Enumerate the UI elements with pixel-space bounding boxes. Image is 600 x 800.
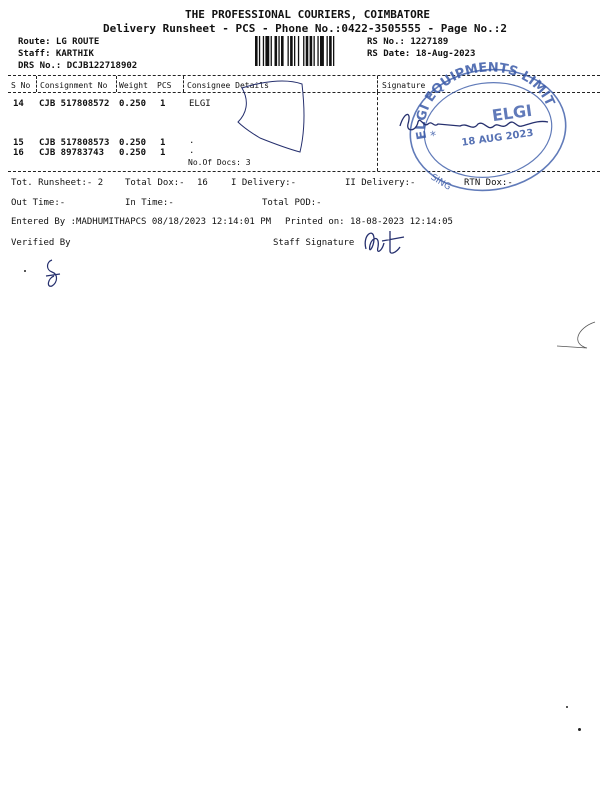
rs-number: RS No.: 1227189 xyxy=(367,37,449,47)
row-details: . xyxy=(189,146,195,156)
header-consignment: Consignment No xyxy=(40,81,108,90)
stamp-side-text: SING xyxy=(428,172,453,193)
header-sno: S No xyxy=(11,81,31,90)
barcode-bar xyxy=(327,36,328,66)
barcode-bar xyxy=(303,36,304,66)
col-divider xyxy=(183,76,184,92)
verified-by-label: Verified By xyxy=(11,238,71,248)
barcode-bar xyxy=(271,36,272,66)
staff-signature-scribble xyxy=(360,225,406,261)
barcode-bar xyxy=(310,36,313,66)
barcode-bar xyxy=(290,36,293,66)
barcode-bar xyxy=(255,36,258,66)
handdrawn-outline xyxy=(230,72,308,162)
row-pcs: 1 xyxy=(160,99,166,109)
col-divider xyxy=(116,76,117,92)
row-details: . xyxy=(189,136,195,146)
scan-speck xyxy=(24,270,26,272)
barcode-bar xyxy=(317,36,318,66)
header-weight: Weight xyxy=(119,81,148,90)
entered-by: Entered By :MADHUMITHAPCS 08/18/2023 12:14:01 PM xyxy=(11,217,272,227)
barcode-bar xyxy=(320,36,324,66)
col-divider xyxy=(377,76,378,92)
docs-count: No.Of Docs: 3 xyxy=(188,158,251,167)
staff-label: Staff: KARTHIK xyxy=(18,49,94,59)
barcode-bar xyxy=(298,36,299,66)
stamp-outer-text: ELGI EQUIPMENTS LIMITED xyxy=(382,60,558,141)
barcode-bar xyxy=(329,36,332,66)
row-consignment: CJB 517808573 xyxy=(39,138,110,148)
svg-text:*: * xyxy=(429,128,438,144)
row-pcs: 1 xyxy=(160,148,166,158)
barcode-graphic xyxy=(255,36,363,66)
barcode-bar xyxy=(259,36,260,66)
row-sno: 16 xyxy=(13,148,24,158)
row-consignment: CJB 517808572 xyxy=(39,99,110,109)
total-runsheet: Tot. Runsheet:- 2 xyxy=(11,178,104,188)
col-divider xyxy=(377,92,378,171)
total-dox-label: Total Dox:- xyxy=(125,178,185,188)
total-pod: Total POD:- xyxy=(262,198,322,208)
barcode-bar xyxy=(281,36,284,66)
total-dox-value: 16 xyxy=(197,178,208,188)
barcode-bar xyxy=(333,36,334,66)
runsheet-subtitle: Delivery Runsheet - PCS - Phone No.:0422-3505555 - Page No.:2 xyxy=(103,22,507,35)
barcode-bar xyxy=(294,36,295,66)
in-time: In Time:- xyxy=(125,198,174,208)
stray-pen-mark xyxy=(497,320,597,360)
rs-date: RS Date: 18-Aug-2023 xyxy=(367,49,476,59)
row-sno: 15 xyxy=(13,138,24,148)
row-weight: 0.250 xyxy=(119,138,147,148)
out-time: Out Time:- xyxy=(11,198,66,208)
ii-delivery: II Delivery:- xyxy=(345,178,416,188)
company-title: THE PROFESSIONAL COURIERS, COIMBATORE xyxy=(185,8,431,21)
barcode-bar xyxy=(288,36,289,66)
rtn-dox: RTN Dox:- xyxy=(464,178,513,188)
stamp-brand: ELGI xyxy=(490,100,534,126)
barcode-bar xyxy=(275,36,278,66)
drs-number: DRS No.: DCJB122718902 xyxy=(18,61,138,71)
row-sno: 14 xyxy=(13,99,24,109)
header-consignee: Consignee Details xyxy=(187,81,269,90)
row-weight: 0.250 xyxy=(119,99,147,109)
stamp-date: 18 AUG 2023 xyxy=(460,127,535,149)
barcode-bar xyxy=(306,36,309,66)
header-signature: Signature xyxy=(382,81,426,90)
row-consignment: CJB 89783743 xyxy=(39,148,105,158)
staff-signature-label: Staff Signature xyxy=(273,238,355,248)
row-weight: 0.250 xyxy=(119,148,147,158)
barcode-bar xyxy=(278,36,279,66)
printed-on: Printed on: 18-08-2023 12:14:05 xyxy=(285,217,453,227)
col-divider xyxy=(36,76,37,92)
row-details: ELGI xyxy=(189,99,211,109)
verifier-signature-scribble xyxy=(38,256,68,292)
company-stamp xyxy=(382,60,578,197)
barcode-bar xyxy=(314,36,315,66)
scan-speck xyxy=(578,728,581,731)
header-pcs: PCS xyxy=(157,81,172,90)
barcode-bar xyxy=(265,36,269,66)
scan-speck xyxy=(566,706,568,708)
i-delivery: I Delivery:- xyxy=(231,178,297,188)
route-label: Route: LG ROUTE xyxy=(18,37,100,47)
row-pcs: 1 xyxy=(160,138,166,148)
barcode-bar xyxy=(263,36,264,66)
